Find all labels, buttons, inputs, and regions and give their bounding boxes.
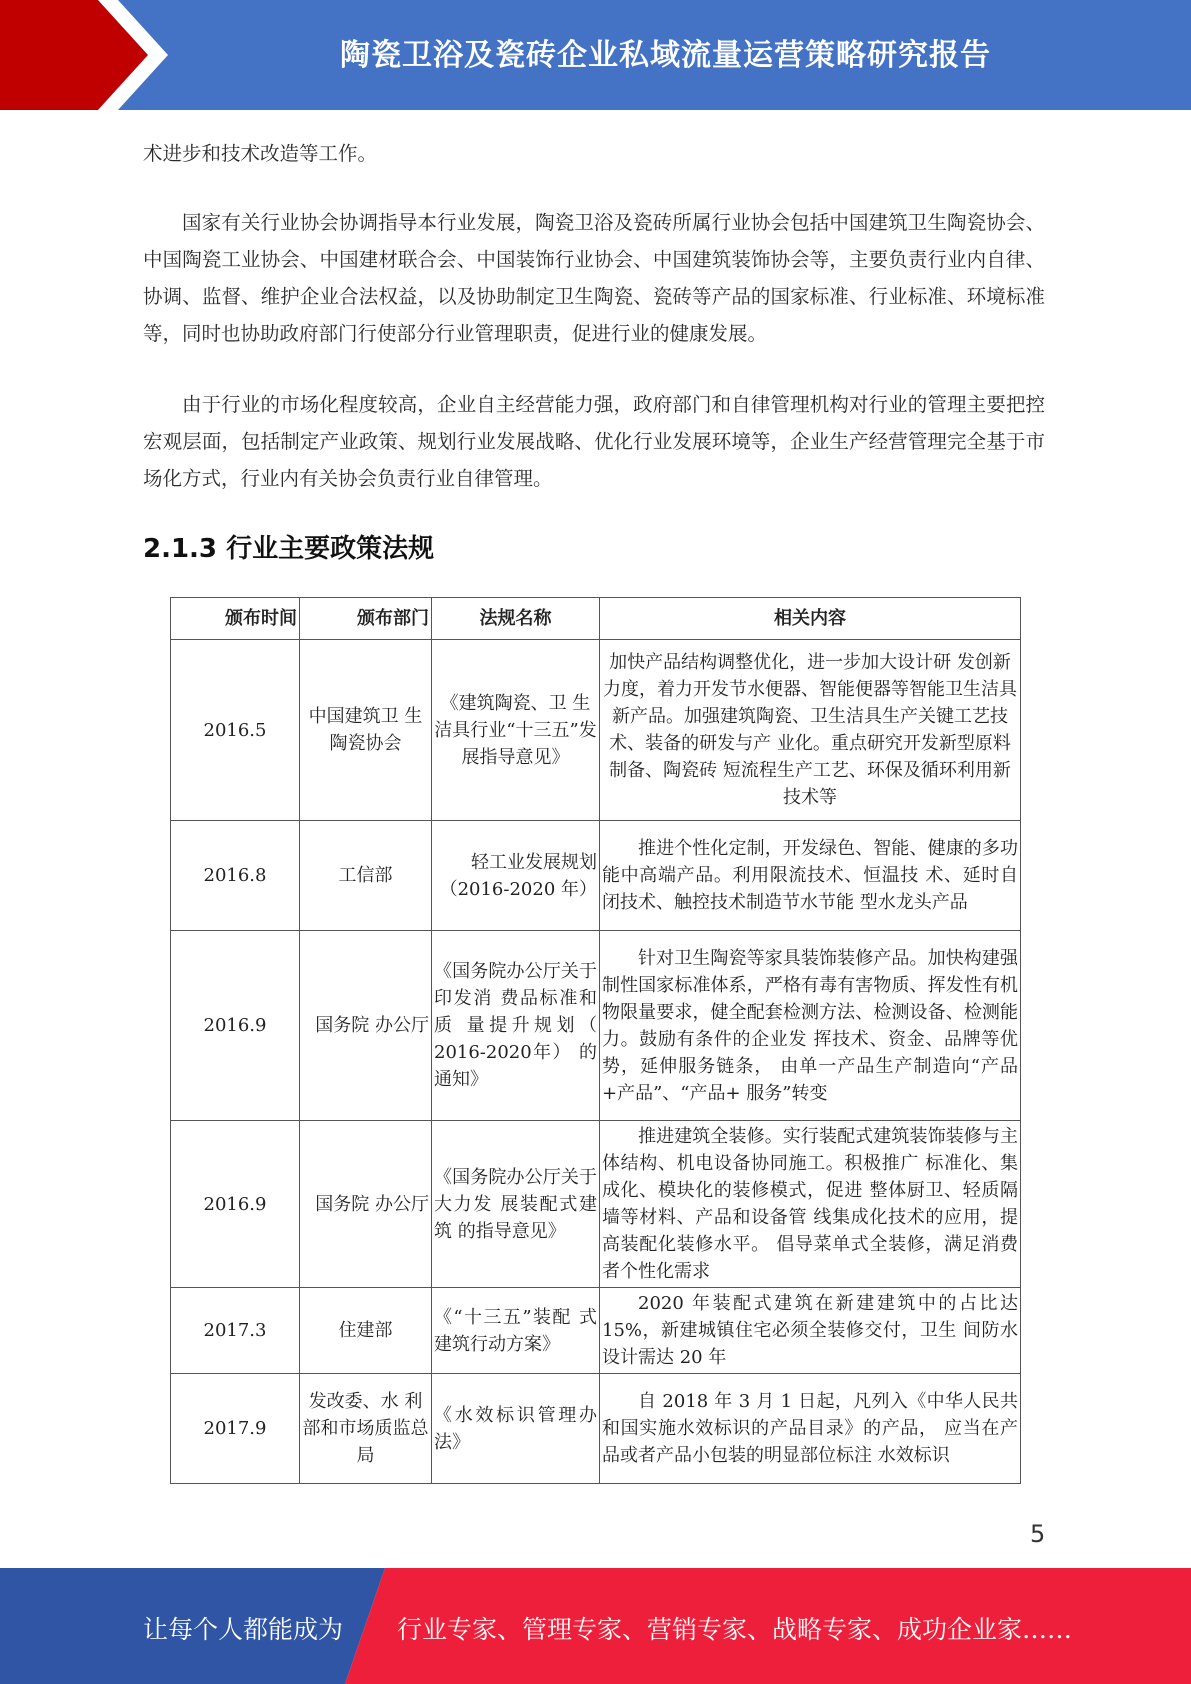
cell-name: 《建筑陶瓷、卫 生洁具行业“十三五”发展指导意见》 (432, 640, 600, 821)
cell-date: 2017.3 (171, 1288, 300, 1374)
table-row (171, 640, 1021, 821)
cell-dept: 发改委、水 利部和市场质监总局 (300, 1374, 432, 1484)
table-header-row (171, 598, 1021, 640)
page-header (0, 0, 1191, 110)
cell-name: 《“十三五”装配 式建筑行动方案》 (432, 1288, 600, 1374)
header-content: 相关内容 (600, 598, 1021, 640)
cell-content: 推进建筑全装修。实行装配式建筑装饰装修与主体结构、机电设备协同施工。积极推广 标准化、集成化、模块化的装修模式，促进 整体厨卫、轻质隔墙等材料、产品和设备管 线集成化技术的应用，提高装配化装修水平。 倡导菜单式全装修，满足消费者个性化需求 (600, 1121, 1021, 1288)
cell-dept: 住建部 (300, 1288, 432, 1374)
cell-name: 《水效标识管理办法》 (432, 1374, 600, 1484)
paragraph-text: 术进步和技术改造等工作。 (143, 142, 378, 165)
table-row (171, 1121, 1021, 1288)
header-date: 颁布时间 (171, 598, 300, 640)
cell-date: 2017.9 (171, 1374, 300, 1484)
cell-dept: 国务院 办公厅 (300, 931, 432, 1121)
footer-slogan-right: 行业专家、管理专家、营销专家、战略专家、成功企业家…… (397, 1615, 1073, 1644)
cell-dept: 中国建筑卫 生陶瓷协会 (300, 640, 432, 821)
cell-name: 《国务院办公厅关于印发消 费品标准和质 量提升规划（ 2016-2020年） 的通知》 (432, 931, 600, 1121)
body-paragraph-3 (143, 386, 1045, 497)
page-number: 5 (1030, 1520, 1046, 1548)
cell-date: 2016.9 (171, 931, 300, 1121)
cell-name: 轻工业发展规划（2016-2020 年） (432, 821, 600, 931)
cell-content: 针对卫生陶瓷等家具装饰装修产品。加快构建强制性国家标准体系，严格有毒有害物质、挥发性有机物限量要求，健全配套检测方法、检测设备、检测能力。鼓励有条件的企业发 挥技术、资金、品牌等优势，延伸服务链条， 由单一产品生产制造向“产品+产品”、“产品+ 服务”转变 (600, 931, 1021, 1121)
header-name: 法规名称 (432, 598, 600, 640)
footer-slogan-left: 让每个人都能成为 (143, 1615, 344, 1644)
cell-date: 2016.9 (171, 1121, 300, 1288)
report-title: 陶瓷卫浴及瓷砖企业私域流量运营策略研究报告 (340, 38, 991, 73)
table-row (171, 931, 1021, 1121)
body-paragraph-2 (143, 204, 1045, 352)
body-paragraph-1 (143, 135, 1045, 172)
cell-name: 《国务院办公厅关于大力发 展装配式建筑 的指导意见》 (432, 1121, 600, 1288)
cell-dept: 工信部 (300, 821, 432, 931)
table-row (171, 1288, 1021, 1374)
cell-content: 推进个性化定制，开发绿色、智能、健康的多功能中高端产品。利用限流技术、恒温技 术、延时自闭技术、触控技术制造节水节能 型水龙头产品 (600, 821, 1021, 931)
table-row (171, 1374, 1021, 1484)
header-dept: 颁布部门 (300, 598, 432, 640)
paragraph-text: 由于行业的市场化程度较高，企业自主经营能力强，政府部门和自律管理机构对行业的管理主要把控宏观层面，包括制定产业政策、规划行业发展战略、优化行业发展环境等，企业生产经营管理完全基于市场化方式，行业内有关协会负责行业自律管理。 (143, 393, 1045, 490)
cell-dept: 国务院 办公厅 (300, 1121, 432, 1288)
cell-date: 2016.5 (171, 640, 300, 821)
table-row (171, 821, 1021, 931)
section-heading: 2.1.3 行业主要政策法规 (143, 534, 435, 564)
cell-content: 2020 年装配式建筑在新建建筑中的占比达15%，新建城镇住宅必须全装修交付，卫生 间防水设计需达 20 年 (600, 1288, 1021, 1374)
paragraph-text: 国家有关行业协会协调指导本行业发展，陶瓷卫浴及瓷砖所属行业协会包括中国建筑卫生陶瓷协会、中国陶瓷工业协会、中国建材联合会、中国装饰行业协会、中国建筑装饰协会等，主要负责行业内自律、协调、监督、维护企业合法权益，以及协助制定卫生陶瓷、瓷砖等产品的国家标准、行业标准、环境标准等，同时也协助政府部门行使部分行业管理职责，促进行业的健康发展。 (143, 211, 1045, 345)
page-footer (0, 1568, 1191, 1684)
cell-date: 2016.8 (171, 821, 300, 931)
cell-content: 加快产品结构调整优化，进一步加大设计研 发创新力度，着力开发节水便器、智能便器等智能卫生洁具新产品。加强建筑陶瓷、卫生洁具生产关键工艺技术、装备的研发与产 业化。重点研究开发新型原料制备、陶瓷砖 短流程生产工艺、环保及循环利用新技术等 (600, 640, 1021, 821)
policy-table (170, 597, 1021, 1484)
cell-content: 自 2018 年 3 月 1 日起，凡列入《中华人民共和国实施水效标识的产品目录》的产品， 应当在产品或者产品小包装的明显部位标注 水效标识 (600, 1374, 1021, 1484)
